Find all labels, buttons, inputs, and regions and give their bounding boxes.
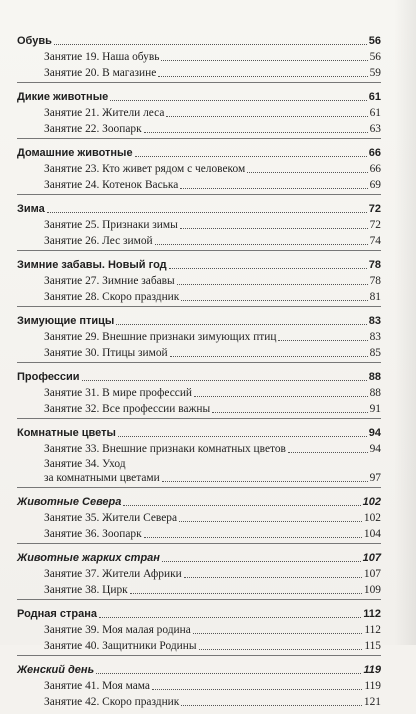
toc-chapter [17, 603, 381, 621]
toc-lesson [17, 176, 381, 192]
lesson-page-number: 115 [364, 640, 381, 652]
lesson-page-number: 56 [369, 51, 381, 63]
lesson-page-number: 119 [364, 680, 381, 692]
toc-lesson [17, 104, 381, 120]
toc-lesson [17, 384, 381, 400]
dot-leader [184, 577, 362, 578]
lesson-page-number: 59 [369, 67, 381, 79]
lesson-page-number: 121 [363, 696, 381, 708]
dot-leader [155, 244, 368, 245]
lesson-title: Занятие 40. Защитники Родины [44, 640, 197, 652]
chapter-title: Зима [17, 203, 45, 215]
toc-lesson [17, 509, 381, 525]
chapter-page-number: 83 [368, 315, 381, 327]
chapter-title: Животные Севера [17, 496, 122, 508]
chapter-page-number: 61 [368, 91, 381, 103]
dot-leader [162, 561, 361, 562]
chapter-page-number: 66 [368, 147, 381, 159]
lesson-title: Занятие 35. Жители Севера [44, 512, 178, 524]
table-of-contents [17, 30, 381, 714]
lesson-title-line2: за комнатными цветами [44, 472, 160, 484]
chapter-page-number: 102 [362, 496, 381, 508]
dot-leader [162, 481, 368, 482]
toc-lesson-first-line [17, 456, 381, 471]
chapter-page-number: 107 [362, 552, 381, 564]
lesson-page-number: 102 [363, 512, 381, 524]
lesson-title: Занятие 30. Птицы зимой [44, 347, 168, 359]
chapter-page-number: 88 [368, 371, 381, 383]
lesson-page-number: 107 [363, 568, 381, 580]
lesson-page-number: 88 [369, 387, 381, 399]
toc-lesson [17, 693, 381, 709]
lesson-title-line1: Занятие 34. Уход [44, 458, 126, 470]
dot-leader [212, 412, 367, 413]
chapter-title: Зимующие птицы [17, 315, 115, 327]
dot-leader [169, 268, 367, 269]
lesson-title: Занятие 26. Лес зимой [44, 235, 153, 247]
dot-leader [170, 356, 368, 357]
dot-leader [288, 452, 368, 453]
toc-lesson [17, 216, 381, 232]
chapter-page-number: 119 [363, 664, 381, 676]
chapter-title: Родная страна [17, 608, 97, 620]
toc-lesson [17, 440, 381, 456]
toc-lesson [17, 328, 381, 344]
toc-lesson [17, 160, 381, 176]
toc-lesson [17, 637, 381, 653]
dot-leader [130, 593, 362, 594]
lesson-title: Занятие 37. Жители Африки [44, 568, 182, 580]
lesson-page-number: 81 [369, 291, 381, 303]
chapter-page-number: 78 [368, 259, 381, 271]
lesson-title: Занятие 36. Зоопарк [44, 528, 142, 540]
lesson-title: Занятие 25. Признаки зимы [44, 219, 178, 231]
toc-chapter [17, 422, 381, 440]
dot-leader [179, 521, 362, 522]
lesson-title: Занятие 20. В магазине [44, 67, 157, 79]
dot-leader [123, 505, 360, 506]
page-spine-shadow [394, 0, 416, 645]
toc-chapter [17, 310, 381, 328]
dot-leader [118, 436, 367, 437]
chapter-page-number: 112 [363, 608, 381, 620]
dot-leader [99, 617, 361, 618]
toc-chapter [17, 86, 381, 104]
toc-chapter [17, 547, 381, 565]
toc-section [17, 547, 381, 600]
toc-lesson [17, 677, 381, 693]
lesson-title: Занятие 28. Скоро праздник [44, 291, 180, 303]
lesson-title: Занятие 24. Котенок Васька [44, 179, 179, 191]
lesson-title: Занятие 23. Кто живет рядом с человеком [44, 163, 246, 175]
toc-lesson-continuation [17, 471, 381, 485]
toc-lesson [17, 48, 381, 64]
chapter-title: Комнатные цветы [17, 427, 116, 439]
dot-leader [177, 284, 368, 285]
lesson-title: Занятие 41. Моя мама [44, 680, 150, 692]
toc-chapter [17, 198, 381, 216]
toc-lesson [17, 232, 381, 248]
lesson-page-number: 63 [369, 123, 381, 135]
dot-leader [47, 212, 367, 213]
toc-section [17, 603, 381, 656]
dot-leader [152, 689, 362, 690]
lesson-page-number: 109 [363, 584, 381, 596]
lesson-page-number: 97 [369, 472, 381, 484]
lesson-title: Занятие 39. Моя малая родина [44, 624, 191, 636]
lesson-page-number: 83 [369, 331, 381, 343]
lesson-page-number: 78 [369, 275, 381, 287]
toc-lesson [17, 272, 381, 288]
toc-section [17, 310, 381, 363]
dot-leader [180, 188, 367, 189]
toc-section [17, 142, 381, 195]
toc-chapter [17, 491, 381, 509]
lesson-page-number: 66 [369, 163, 381, 175]
dot-leader [116, 324, 366, 325]
toc-section [17, 86, 381, 139]
lesson-page-number: 74 [369, 235, 381, 247]
dot-leader [161, 60, 367, 61]
lesson-title: Занятие 32. Все профессии важны [44, 403, 211, 415]
lesson-title: Занятие 27. Зимние забавы [44, 275, 175, 287]
dot-leader [144, 537, 362, 538]
lesson-page-number: 91 [369, 403, 381, 415]
chapter-title: Женский день [17, 664, 95, 676]
lesson-page-number: 104 [363, 528, 381, 540]
lesson-page-number: 61 [369, 107, 381, 119]
toc-section [17, 30, 381, 83]
dot-leader [180, 228, 368, 229]
toc-chapter [17, 254, 381, 272]
dot-leader [110, 100, 367, 101]
chapter-title: Дикие животные [17, 91, 109, 103]
dot-leader [82, 380, 367, 381]
toc-lesson [17, 400, 381, 416]
dot-leader [194, 396, 368, 397]
dot-leader [181, 705, 362, 706]
lesson-title: Занятие 22. Зоопарк [44, 123, 142, 135]
chapter-page-number: 72 [368, 203, 381, 215]
chapter-title: Домашние животные [17, 147, 133, 159]
dot-leader [181, 300, 367, 301]
dot-leader [135, 156, 367, 157]
chapter-page-number: 56 [368, 35, 381, 47]
toc-section [17, 254, 381, 307]
toc-lesson [17, 64, 381, 80]
dot-leader [96, 673, 361, 674]
toc-chapter [17, 30, 381, 48]
toc-lesson [17, 581, 381, 597]
chapter-page-number: 94 [368, 427, 381, 439]
lesson-title: Занятие 38. Цирк [44, 584, 128, 596]
toc-lesson [17, 288, 381, 304]
dot-leader [247, 172, 367, 173]
lesson-title: Занятие 29. Внешние признаки зимующих птиц [44, 331, 277, 343]
dot-leader [278, 340, 367, 341]
lesson-page-number: 72 [369, 219, 381, 231]
lesson-page-number: 112 [364, 624, 381, 636]
dot-leader [193, 633, 363, 634]
lesson-page-number: 94 [369, 443, 381, 455]
lesson-title: Занятие 19. Наша обувь [44, 51, 160, 63]
chapter-title: Обувь [17, 35, 52, 47]
dot-leader [199, 649, 363, 650]
toc-section [17, 491, 381, 544]
dot-leader [158, 76, 367, 77]
lesson-title: Занятие 33. Внешние признаки комнатных цветов [44, 443, 286, 455]
dot-leader [144, 132, 368, 133]
lesson-title: Занятие 31. В мире профессий [44, 387, 193, 399]
dot-leader [166, 116, 367, 117]
toc-lesson [17, 525, 381, 541]
chapter-title: Зимние забавы. Новый год [17, 259, 167, 271]
toc-lesson [17, 621, 381, 637]
toc-lesson [17, 344, 381, 360]
chapter-title: Животные жарких стран [17, 552, 160, 564]
chapter-title: Профессии [17, 371, 80, 383]
lesson-page-number: 85 [369, 347, 381, 359]
toc-section [17, 659, 381, 711]
lesson-title: Занятие 21. Жители леса [44, 107, 165, 119]
toc-lesson [17, 120, 381, 136]
toc-lesson [17, 565, 381, 581]
lesson-title: Занятие 42. Скоро праздник [44, 696, 180, 708]
toc-chapter [17, 366, 381, 384]
dot-leader [54, 44, 367, 45]
lesson-page-number: 69 [369, 179, 381, 191]
toc-chapter [17, 142, 381, 160]
toc-chapter [17, 659, 381, 677]
toc-section [17, 198, 381, 251]
toc-section [17, 422, 381, 488]
toc-section [17, 366, 381, 419]
